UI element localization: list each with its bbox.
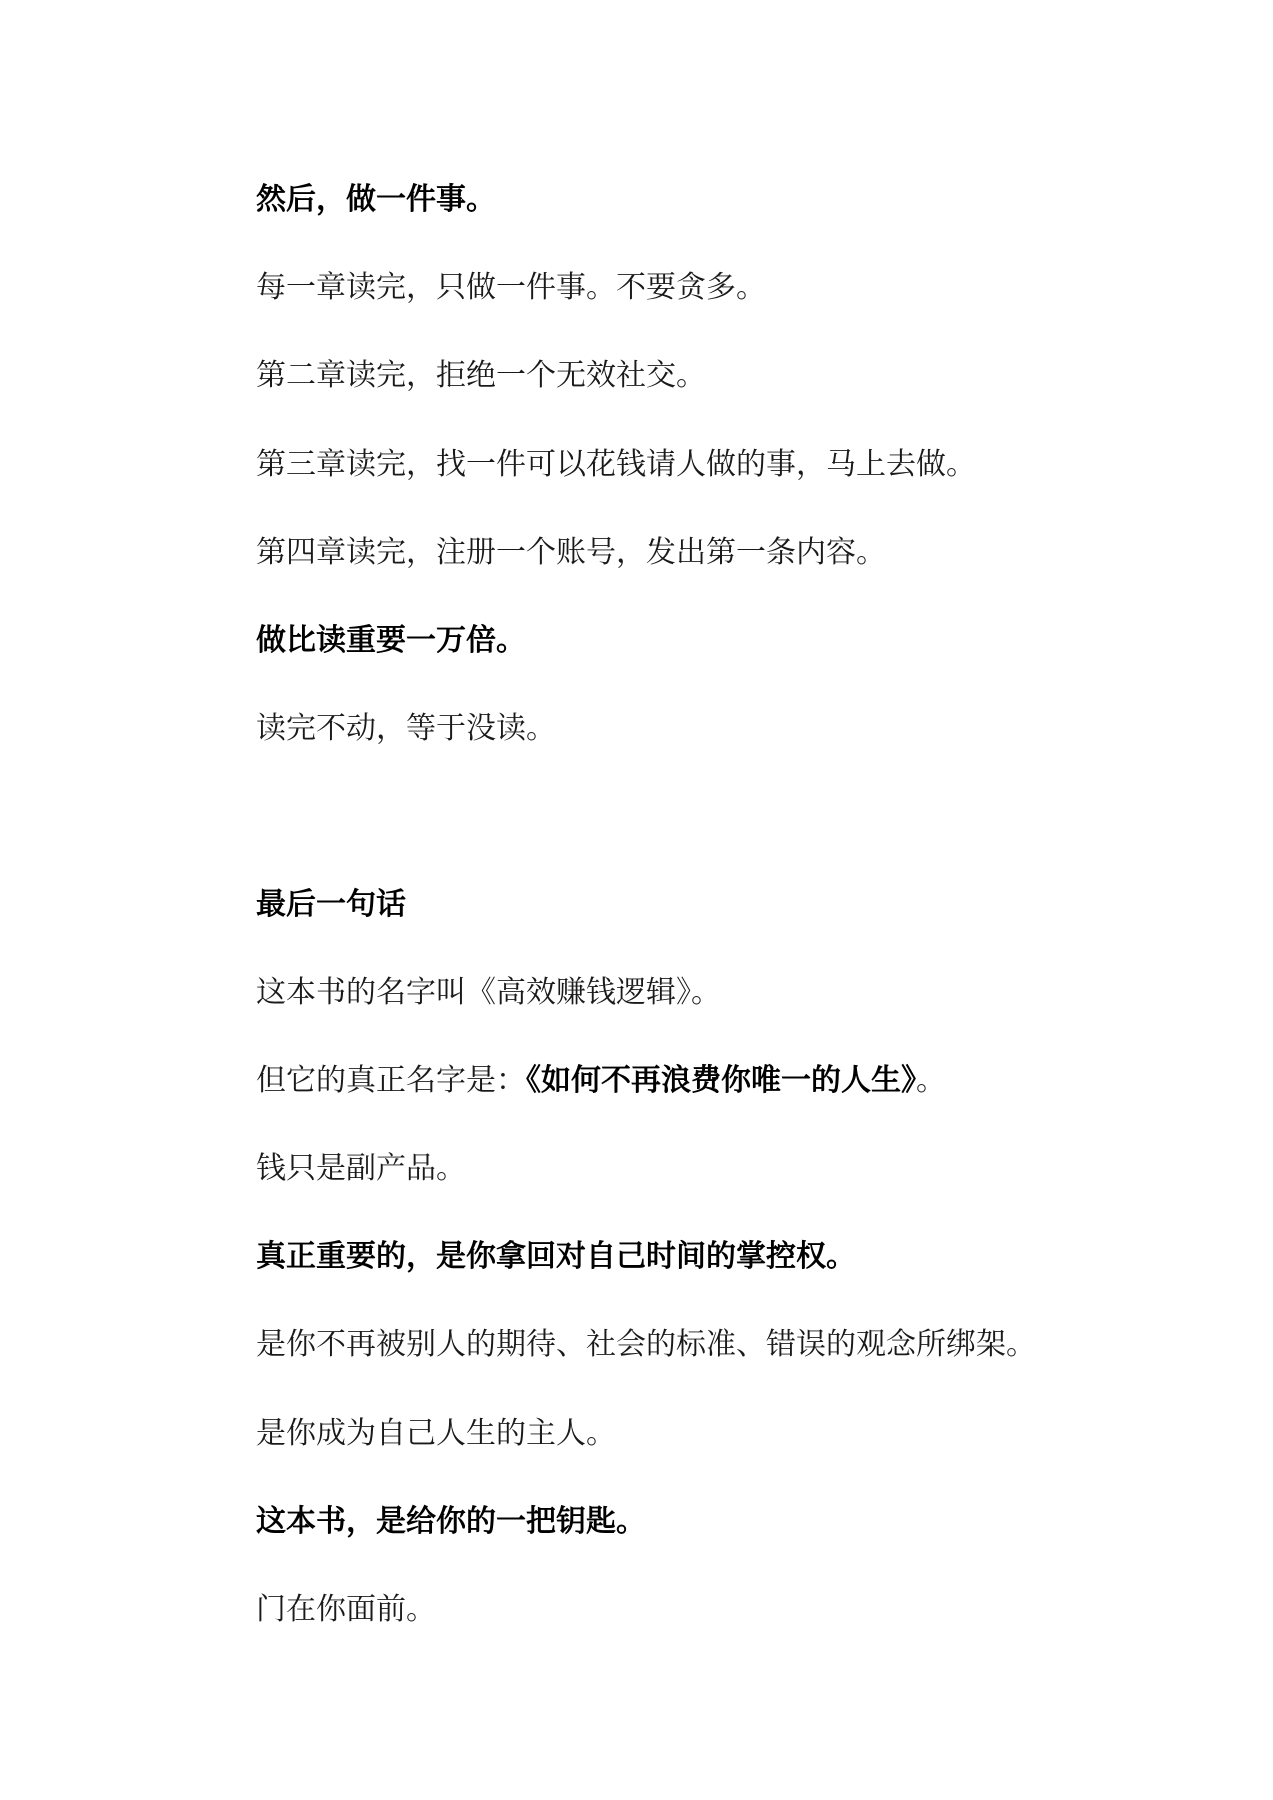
paragraph-doing-matters: 做比读重要一万倍。 xyxy=(256,623,526,658)
paragraph-money-byproduct: 钱只是副产品。 xyxy=(256,1151,466,1186)
paragraph-real-name xyxy=(256,1061,1156,1101)
paragraph-master-of-life: 是你成为自己人生的主人。 xyxy=(256,1416,616,1451)
paragraph-door: 门在你面前。 xyxy=(256,1592,436,1627)
real-name-suffix: 。 xyxy=(916,1063,946,1098)
paragraph-time-control: 真正重要的，是你拿回对自己时间的掌控权。 xyxy=(256,1239,856,1274)
paragraph-chapter-four: 第四章读完，注册一个账号，发出第一条内容。 xyxy=(256,535,886,570)
paragraph-chapter-three: 第三章读完，找一件可以花钱请人做的事，马上去做。 xyxy=(256,447,976,482)
paragraph-do-one-thing: 然后，做一件事。 xyxy=(256,182,496,217)
paragraph-read-not-act: 读完不动，等于没读。 xyxy=(256,711,556,746)
real-name-title: 《如何不再浪费你唯一的人生》 xyxy=(526,1063,916,1098)
real-name-prefix: 但它的真正名字是： xyxy=(256,1063,526,1098)
section-heading-last-words: 最后一句话 xyxy=(256,887,406,922)
paragraph-each-chapter: 每一章读完，只做一件事。不要贪多。 xyxy=(256,270,766,305)
paragraph-chapter-two: 第二章读完，拒绝一个无效社交。 xyxy=(256,358,706,393)
paragraph-key: 这本书，是给你的一把钥匙。 xyxy=(256,1504,646,1539)
paragraph-book-name: 这本书的名字叫《高效赚钱逻辑》。 xyxy=(256,975,721,1010)
paragraph-not-kidnapped: 是你不再被别人的期待、社会的标准、错误的观念所绑架。 xyxy=(256,1327,1036,1362)
